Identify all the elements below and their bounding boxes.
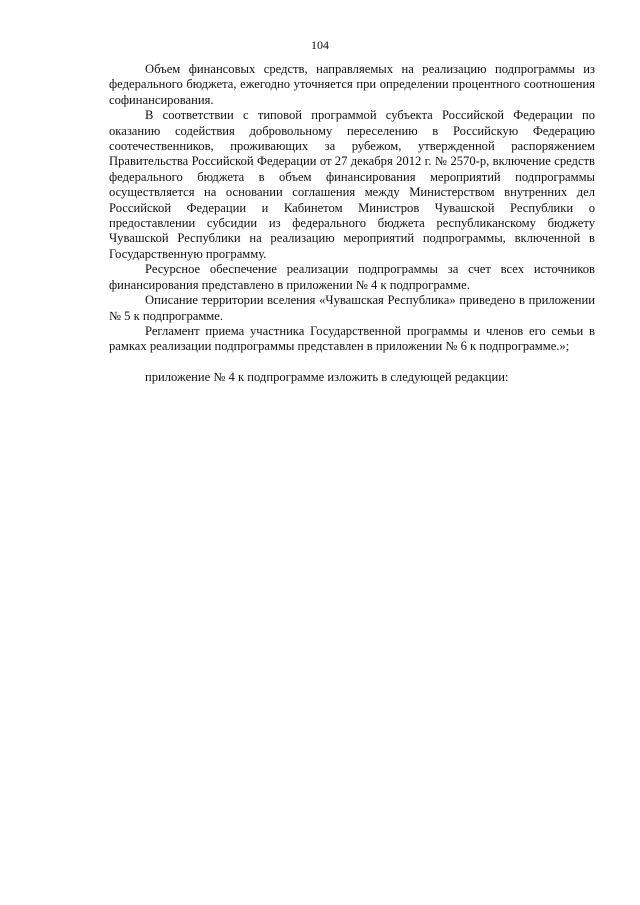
paragraph-reception-regulation: Регламент приема участника Государственной программы и членов его семьи в рамках реализации подпрограммы представлен в приложении № 6 к подпрограмме.»; — [109, 323, 595, 354]
paragraph-federal-budget: В соответствии с типовой программой субъекта Российской Федерации по оказанию содействия добровольному переселению в Российскую Федерацию соотечественников, проживающих за рубежом, утвержденной распоряжением Правительства Российской Федерации от 27 декабря 2012 г. № 2570-р, включение средств федерального бюджета в объем финансирования мероприятий подпрограммы осуществляется на основании соглашения между Министерством внутренних дел Российской Федерации и Кабинетом Министров Чувашской Республики о предоставлении субсидии из федерального бюджета республиканскому бюджету Чувашской Республики на реализацию мероприятий подпрограммы, включенной в Государственную программу. — [109, 108, 595, 261]
paragraph-appendix-instruction: приложение № 4 к подпрограмме изложить в следующей редакции: — [145, 369, 509, 384]
page-number: 104 — [311, 38, 329, 52]
paragraph-territory-description: Описание территории вселения «Чувашская Республика» приведено в приложении № 5 к подпрограмме. — [109, 293, 595, 323]
paragraph-funding-volume: Объем финансовых средств, направляемых на реализацию подпрограммы из федерального бюджета, ежегодно уточняется при определении процентного соотношения софинансирования. — [109, 62, 595, 107]
paragraph-resource-provision: Ресурсное обеспечение реализации подпрограммы за счет всех источников финансирования представлено в приложении № 4 к подпрограмме. — [109, 262, 595, 292]
document-body — [109, 62, 595, 385]
